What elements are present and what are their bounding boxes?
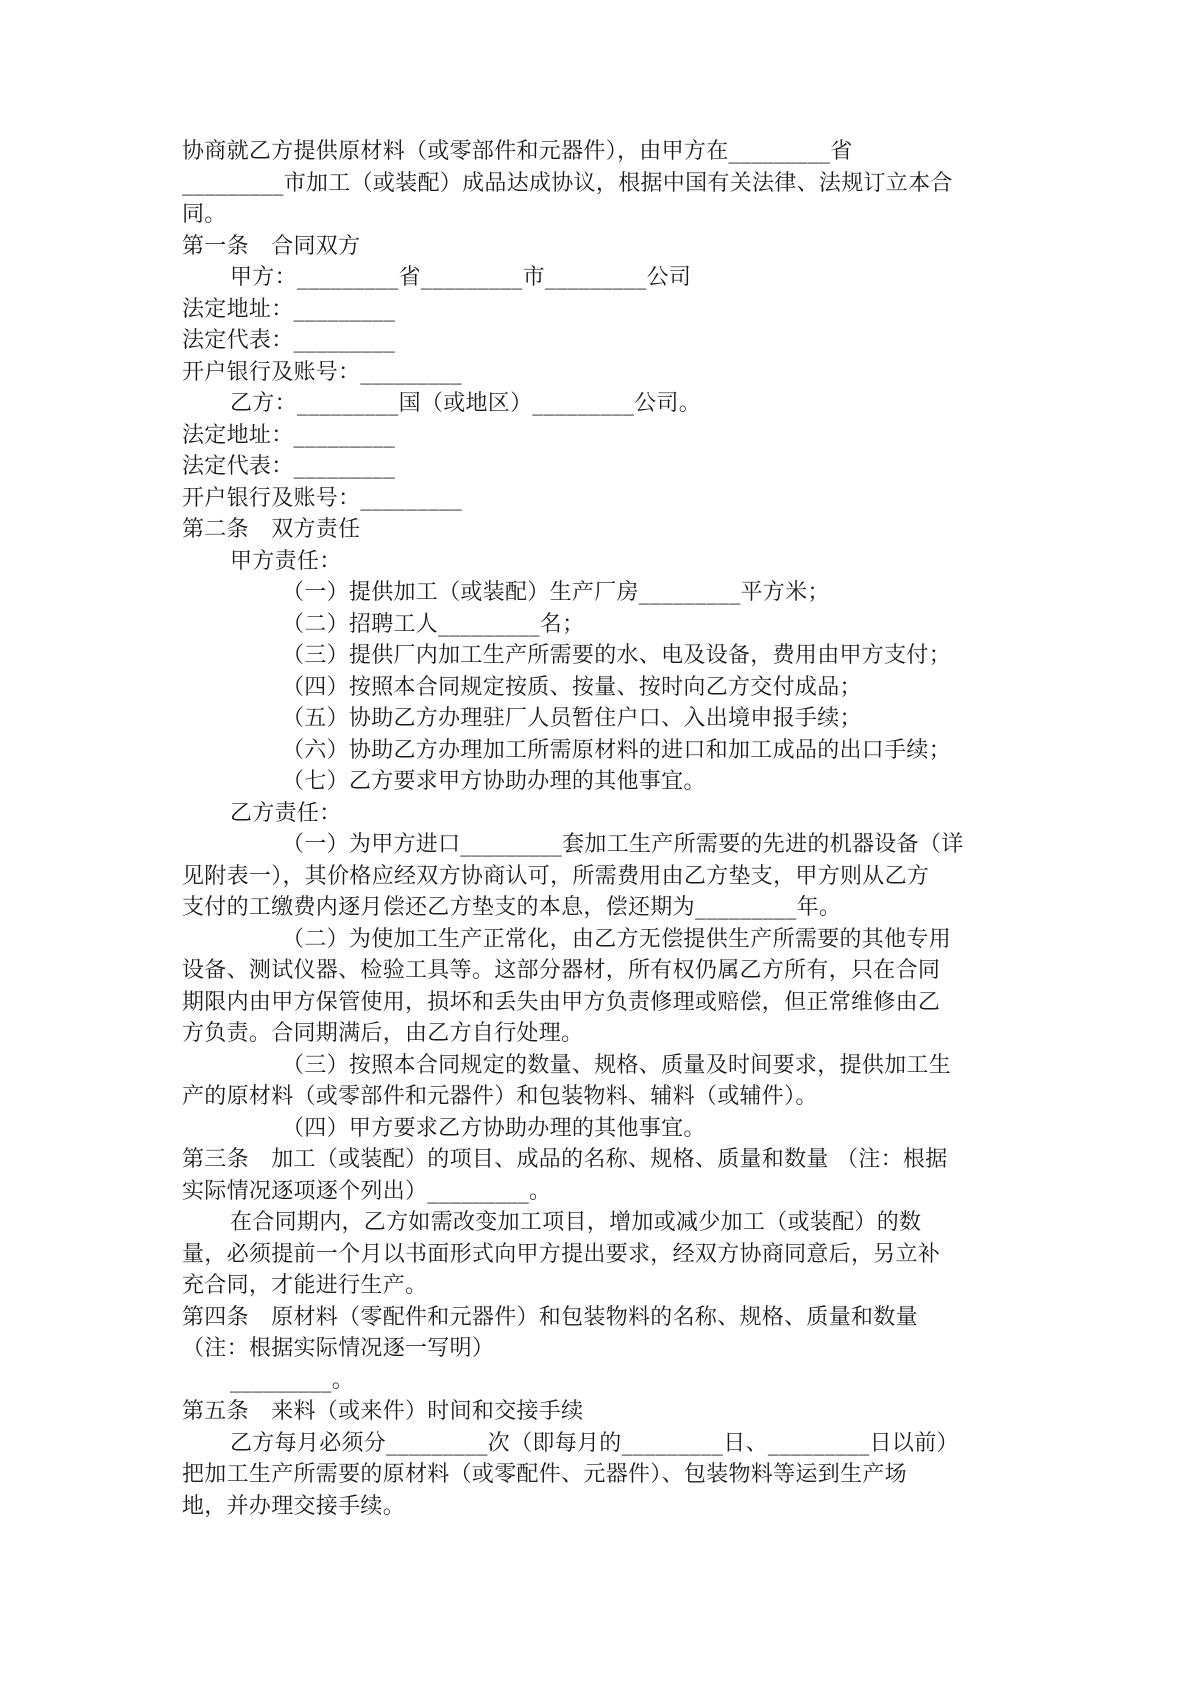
text-line: 支付的工缴费内逐月偿还乙方垫支的本息，偿还期为_________年。 [182,895,842,920]
text-line: 把加工生产所需要的原材料（或零配件、元器件）、包装物料等运到生产场 [182,1462,907,1487]
duty-item: （五）协助乙方办理驻厂人员暂住户口、入出境申报手续； [282,706,862,731]
text-line: _________。 [230,1367,354,1393]
party-a-duties-heading: 甲方责任： [230,548,342,574]
article-heading-2: 第二条 双方责任 [182,517,361,542]
article-heading-4: 第四条 原材料（零配件和元器件）和包装物料的名称、规格、质量和数量 [182,1304,918,1330]
party-a-line: 甲方：_________省_________市_________公司 [230,265,692,290]
article-heading-3: 第三条 加工（或装配）的项目、成品的名称、规格、质量和数量 （注：根据 [182,1147,948,1172]
party-a-bank-account: 开户银行及账号：_________ [182,359,463,385]
duty-item: （一）提供加工（或装配）生产厂房_________平方米； [282,580,830,605]
party-b-bank-account: 开户银行及账号：_________ [182,485,463,511]
text-line: 量，必须提前一个月以书面形式向甲方提出要求，经双方协商同意后，另立补 [182,1241,941,1267]
duty-item: （二）招聘工人_________名； [282,611,585,637]
article-heading-1: 第一条 合同双方 [182,233,361,259]
party-b-line: 乙方：_________国（或地区）_________公司。 [230,391,702,416]
text-line: 在合同期内，乙方如需改变加工项目，增加或减少加工（或装配）的数 [230,1210,922,1235]
text-line: 方负责。合同期满后，由乙方自行处理。 [182,1021,584,1046]
text-line: 充合同，才能进行生产。 [182,1273,428,1298]
text-line: 乙方每月必须分_________次（即每月的_________日、_________日以前） [230,1430,959,1456]
duty-item: （一）为甲方进口_________套加工生产所需要的先进的机器设备（详 [282,832,964,857]
contract-document [182,136,1042,1522]
party-a-representative: 法定代表：_________ [182,328,396,353]
duty-item: （四）按照本合同规定按质、按量、按时向乙方交付成品； [282,674,862,700]
text-line: 设备、测试仪器、检验工具等。这部分器材，所有权仍属乙方所有，只在合同 [182,958,941,983]
article-heading-5: 第五条 来料（或来件）时间和交接手续 [182,1399,584,1424]
text-line: 实际情况逐项逐个列出）_________。 [182,1178,552,1204]
text-line: _________市加工（或装配）成品达成协议，根据中国有关法律、法规订立本合 [182,170,953,196]
duty-item: （四）甲方要求乙方协助办理的其他事宜。 [282,1115,706,1141]
text-line: 地，并办理交接手续。 [182,1493,406,1519]
party-b-representative: 法定代表：_________ [182,454,396,479]
duty-item: （七）乙方要求甲方协助办理的其他事宜。 [282,769,706,794]
duty-item: （三）按照本合同规定的数量、规格、质量及时间要求，提供加工生 [282,1052,952,1078]
text-line: 同。 [182,202,227,227]
text-line: 产的原材料（或零部件和元器件）和包装物料、辅料（或辅件）。 [182,1084,818,1109]
party-a-address: 法定地址：_________ [182,296,396,322]
party-b-duties-heading: 乙方责任： [230,800,342,826]
text-line: 见附表一），其价格应经双方协商认可，所需费用由乙方垫支，甲方则从乙方 [182,863,930,889]
text-line: 协商就乙方提供原材料（或零部件和元器件），由甲方在_________省 [182,139,853,164]
duty-item: （六）协助乙方办理加工所需原材料的进口和加工成品的出口手续； [282,737,952,763]
duty-item: （三）提供厂内加工生产所需要的水、电及设备，费用由甲方支付； [282,643,952,668]
text-line: 期限内由甲方保管使用，损坏和丢失由甲方负责修理或赔偿，但正常维修由乙 [182,989,941,1015]
text-line: （注：根据实际情况逐一写明） [182,1336,495,1361]
party-b-address: 法定地址：_________ [182,422,396,448]
duty-item: （二）为使加工生产正常化，由乙方无偿提供生产所需要的其他专用 [282,926,952,952]
